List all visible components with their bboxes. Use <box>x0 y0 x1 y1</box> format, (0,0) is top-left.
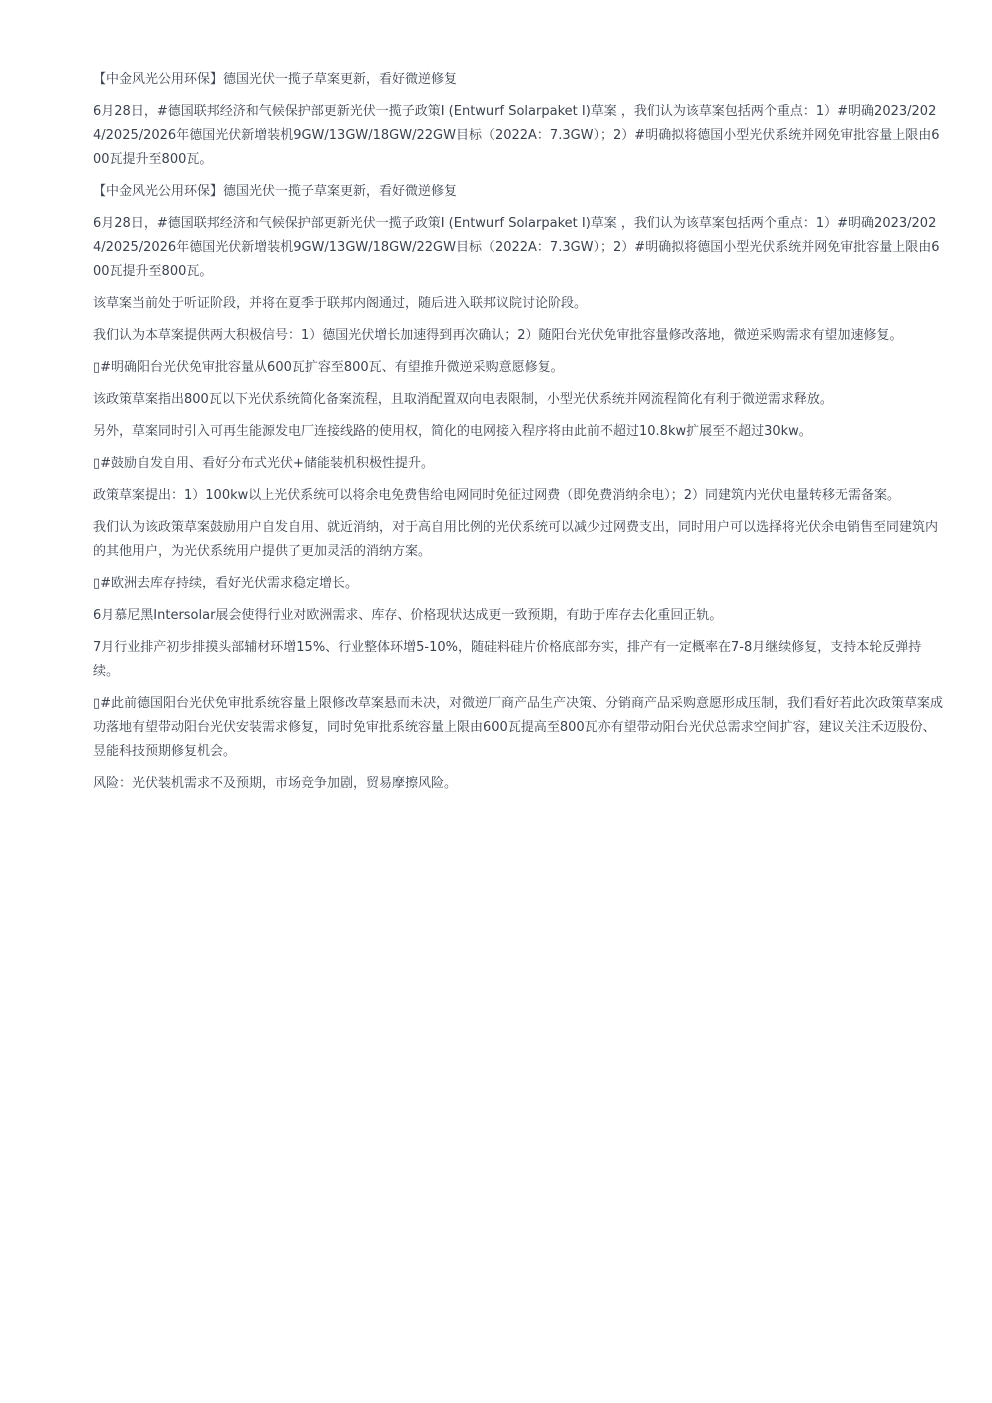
paragraph-summary-1: 6月28日，#德国联邦经济和气候保护部更新光伏一揽子政策I (Entwurf Solarpaket I)草案 ，我们认为该草案包括两个重点：1）#明确2023/2024/2025/2026年德国光伏新增装机9GW/13GW/18GW/22GW目标（2022A：7.3GW）；2）#明确拟将德国小型光伏系统并网免审批容量上限由600瓦提升至800瓦。 <box>93 104 940 167</box>
paragraph-positive-signals: 我们认为本草案提供两大积极信号：1）德国光伏增长加速得到再次确认；2）随阳台光伏免审批容量修改落地，微逆采购需求有望加速修复。 <box>93 328 903 343</box>
document-body <box>93 68 945 804</box>
paragraph-simplified-filing: 该政策草案指出800瓦以下光伏系统简化备案流程，且取消配置双向电表限制，小型光伏系统并网流程简化有利于微逆需求释放。 <box>93 392 833 407</box>
paragraph-consumption-analysis: 我们认为该政策草案鼓励用户自发自用、就近消纳，对于高自用比例的光伏系统可以减少过网费支出，同时用户可以选择将光伏余电销售至同建筑内的其他用户，为光伏系统用户提供了更加灵活的消纳方案。 <box>93 520 939 559</box>
paragraph-production-schedule: 7月行业排产初步排摸头部辅材环增15%、行业整体环增5-10%，随硅料硅片价格底部夯实，排产有一定概率在7-8月继续修复，支持本轮反弹持续。 <box>93 640 922 679</box>
paragraph-policy-proposals: 政策草案提出：1）100kw以上光伏系统可以将余电免费售给电网同时免征过网费（即免费消纳余电）；2）同建筑内光伏电量转移无需备案。 <box>93 488 901 503</box>
paragraph-risks: 风险：光伏装机需求不及预期，市场竞争加剧，贸易摩擦风险。 <box>93 776 458 791</box>
paragraph-point-balcony-capacity: ▯#明确阳台光伏免审批容量从600瓦扩容至800瓦、有望推升微逆采购意愿修复。 <box>93 360 564 375</box>
paragraph-hearing-stage: 该草案当前处于听证阶段，并将在夏季于联邦内阁通过，随后进入联邦议院讨论阶段。 <box>93 296 588 311</box>
paragraph-intersolar: 6月慕尼黑Intersolar展会使得行业对欧洲需求、库存、价格现状达成更一致预期，有助于库存去化重回正轨。 <box>93 608 723 623</box>
paragraph-title-1: 【中金风光公用环保】德国光伏一揽子草案更新，看好微逆修复 <box>93 72 458 87</box>
paragraph-title-2: 【中金风光公用环保】德国光伏一揽子草案更新，看好微逆修复 <box>93 184 458 199</box>
paragraph-grid-access: 另外，草案同时引入可再生能源发电厂连接线路的使用权，简化的电网接入程序将由此前不超过10.8kw扩展至不超过30kw。 <box>93 424 812 439</box>
paragraph-point-destocking: ▯#欧洲去库存持续，看好光伏需求稳定增长。 <box>93 576 359 591</box>
paragraph-point-recommendation: ▯#此前德国阳台光伏免审批系统容量上限修改草案悬而未决，对微逆厂商产品生产决策、分销商产品采购意愿形成压制，我们看好若此次政策草案成功落地有望带动阳台光伏安装需求修复，同时免审批系统容量上限由600瓦提高至800瓦亦有望带动阳台光伏总需求空间扩容，建议关注禾迈股份、昱能科技预期修复机会。 <box>93 696 944 759</box>
paragraph-summary-2: 6月28日，#德国联邦经济和气候保护部更新光伏一揽子政策I (Entwurf Solarpaket I)草案 ，我们认为该草案包括两个重点：1）#明确2023/2024/2025/2026年德国光伏新增装机9GW/13GW/18GW/22GW目标（2022A：7.3GW）；2）#明确拟将德国小型光伏系统并网免审批容量上限由600瓦提升至800瓦。 <box>93 216 940 279</box>
paragraph-point-self-consumption: ▯#鼓励自发自用、看好分布式光伏+储能装机积极性提升。 <box>93 456 434 471</box>
